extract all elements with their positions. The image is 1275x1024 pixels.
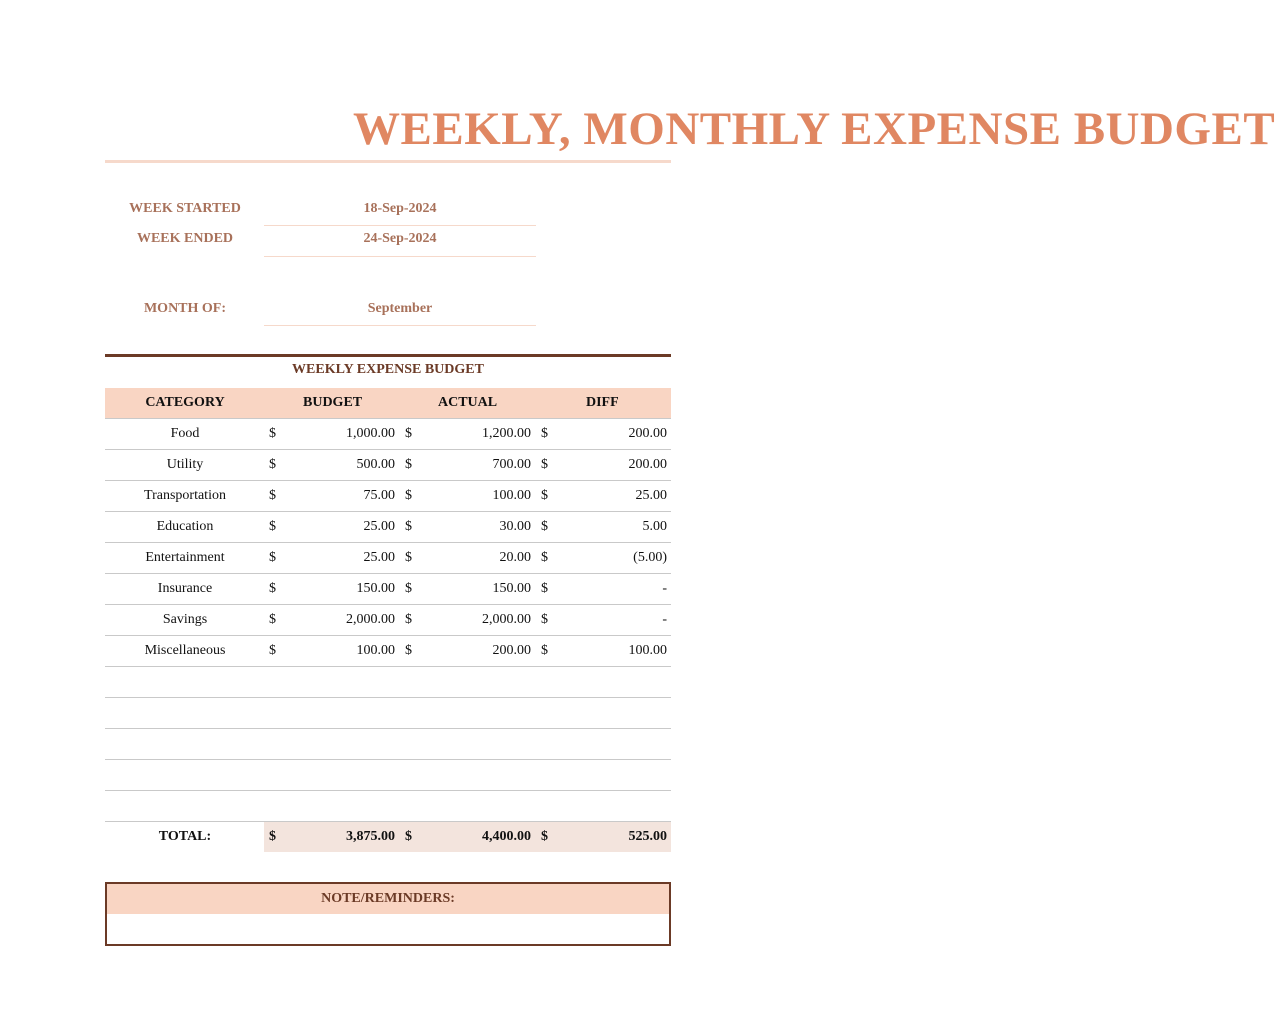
diff-currency: $ — [541, 488, 548, 503]
page-title: WEEKLY, MONTHLY EXPENSE BUDGET — [353, 103, 1275, 155]
column-header-budget: BUDGET — [303, 395, 363, 410]
budget-cell: 25.00 — [363, 550, 395, 565]
table-row[interactable] — [105, 450, 671, 481]
notes-heading: NOTE/REMINDERS: — [107, 884, 669, 914]
week-started-underline — [264, 225, 536, 226]
budget-top-border — [105, 354, 671, 357]
total-budget: 3,875.00 — [346, 829, 395, 844]
actual-cell: 700.00 — [492, 457, 531, 472]
actual-currency: $ — [405, 519, 412, 534]
week-ended-label: WEEK ENDED — [136, 231, 234, 246]
budget-currency: $ — [269, 643, 276, 658]
week-started-label: WEEK STARTED — [129, 201, 241, 216]
diff-currency: $ — [541, 426, 548, 441]
actual-currency: $ — [405, 457, 412, 472]
table-row[interactable] — [105, 636, 671, 667]
actual-currency: $ — [405, 426, 412, 441]
budget-cell: 150.00 — [356, 581, 395, 596]
category-cell: Entertainment — [145, 550, 225, 565]
table-row[interactable] — [105, 574, 671, 605]
total-row — [105, 822, 671, 852]
budget-cell: 100.00 — [356, 643, 395, 658]
diff-cell: - — [662, 581, 667, 596]
table-header — [105, 388, 671, 419]
budget-cell: 75.00 — [363, 488, 395, 503]
diff-currency: $ — [541, 550, 548, 565]
actual-currency: $ — [405, 550, 412, 565]
table-row[interactable] — [105, 729, 671, 760]
actual-cell: 20.00 — [499, 550, 531, 565]
budget-currency: $ — [269, 426, 276, 441]
week-ended-value[interactable]: 24-Sep-2024 — [363, 231, 437, 246]
column-header-diff: DIFF — [586, 395, 619, 410]
total-budget-currency: $ — [269, 829, 276, 844]
diff-currency: $ — [541, 581, 548, 596]
actual-currency: $ — [405, 643, 412, 658]
actual-cell: 1,200.00 — [482, 426, 531, 441]
budget-cell: 2,000.00 — [346, 612, 395, 627]
diff-currency: $ — [541, 643, 548, 658]
diff-cell: - — [662, 612, 667, 627]
budget-cell: 500.00 — [356, 457, 395, 472]
actual-currency: $ — [405, 488, 412, 503]
category-cell: Food — [170, 426, 200, 441]
actual-cell: 100.00 — [492, 488, 531, 503]
month-label: MONTH OF: — [143, 301, 227, 316]
title-divider — [105, 160, 671, 163]
total-fill — [264, 822, 671, 852]
total-actual-currency: $ — [405, 829, 412, 844]
table-row[interactable] — [105, 512, 671, 543]
table-row[interactable] — [105, 760, 671, 791]
table-row[interactable] — [105, 791, 671, 822]
actual-cell: 30.00 — [499, 519, 531, 534]
diff-cell: 25.00 — [635, 488, 667, 503]
week-started-value[interactable]: 18-Sep-2024 — [363, 201, 437, 216]
table-row[interactable] — [105, 667, 671, 698]
week-ended-underline — [264, 256, 536, 257]
actual-cell: 2,000.00 — [482, 612, 531, 627]
title-area — [105, 100, 1275, 162]
category-cell: Utility — [166, 457, 204, 472]
category-cell: Miscellaneous — [144, 643, 226, 658]
table-row[interactable] — [105, 605, 671, 636]
total-diff: 525.00 — [628, 829, 667, 844]
total-actual: 4,400.00 — [482, 829, 531, 844]
budget-currency: $ — [269, 612, 276, 627]
budget-currency: $ — [269, 457, 276, 472]
actual-currency: $ — [405, 612, 412, 627]
table-row[interactable] — [105, 543, 671, 574]
month-value[interactable]: September — [367, 301, 433, 316]
diff-cell: 5.00 — [642, 519, 667, 534]
diff-currency: $ — [541, 457, 548, 472]
table-row[interactable] — [105, 481, 671, 512]
diff-cell: 200.00 — [628, 457, 667, 472]
budget-currency: $ — [269, 550, 276, 565]
budget-heading: WEEKLY EXPENSE BUDGET — [292, 362, 484, 377]
column-header-category: CATEGORY — [145, 395, 225, 410]
category-cell: Education — [156, 519, 214, 534]
total-label: TOTAL: — [158, 829, 212, 844]
month-underline — [264, 325, 536, 326]
total-diff-currency: $ — [541, 829, 548, 844]
notes-box — [105, 882, 671, 946]
category-cell: Savings — [162, 612, 208, 627]
diff-currency: $ — [541, 612, 548, 627]
actual-cell: 200.00 — [492, 643, 531, 658]
actual-cell: 150.00 — [492, 581, 531, 596]
diff-cell: 200.00 — [628, 426, 667, 441]
actual-currency: $ — [405, 581, 412, 596]
table-row[interactable] — [105, 419, 671, 450]
budget-currency: $ — [269, 488, 276, 503]
budget-cell: 25.00 — [363, 519, 395, 534]
category-cell: Transportation — [144, 488, 226, 503]
diff-cell: (5.00) — [633, 550, 667, 565]
category-cell: Insurance — [157, 581, 213, 596]
diff-cell: 100.00 — [628, 643, 667, 658]
budget-cell: 1,000.00 — [346, 426, 395, 441]
diff-currency: $ — [541, 519, 548, 534]
budget-currency: $ — [269, 581, 276, 596]
column-header-actual: ACTUAL — [438, 395, 498, 410]
table-row[interactable] — [105, 698, 671, 729]
budget-currency: $ — [269, 519, 276, 534]
